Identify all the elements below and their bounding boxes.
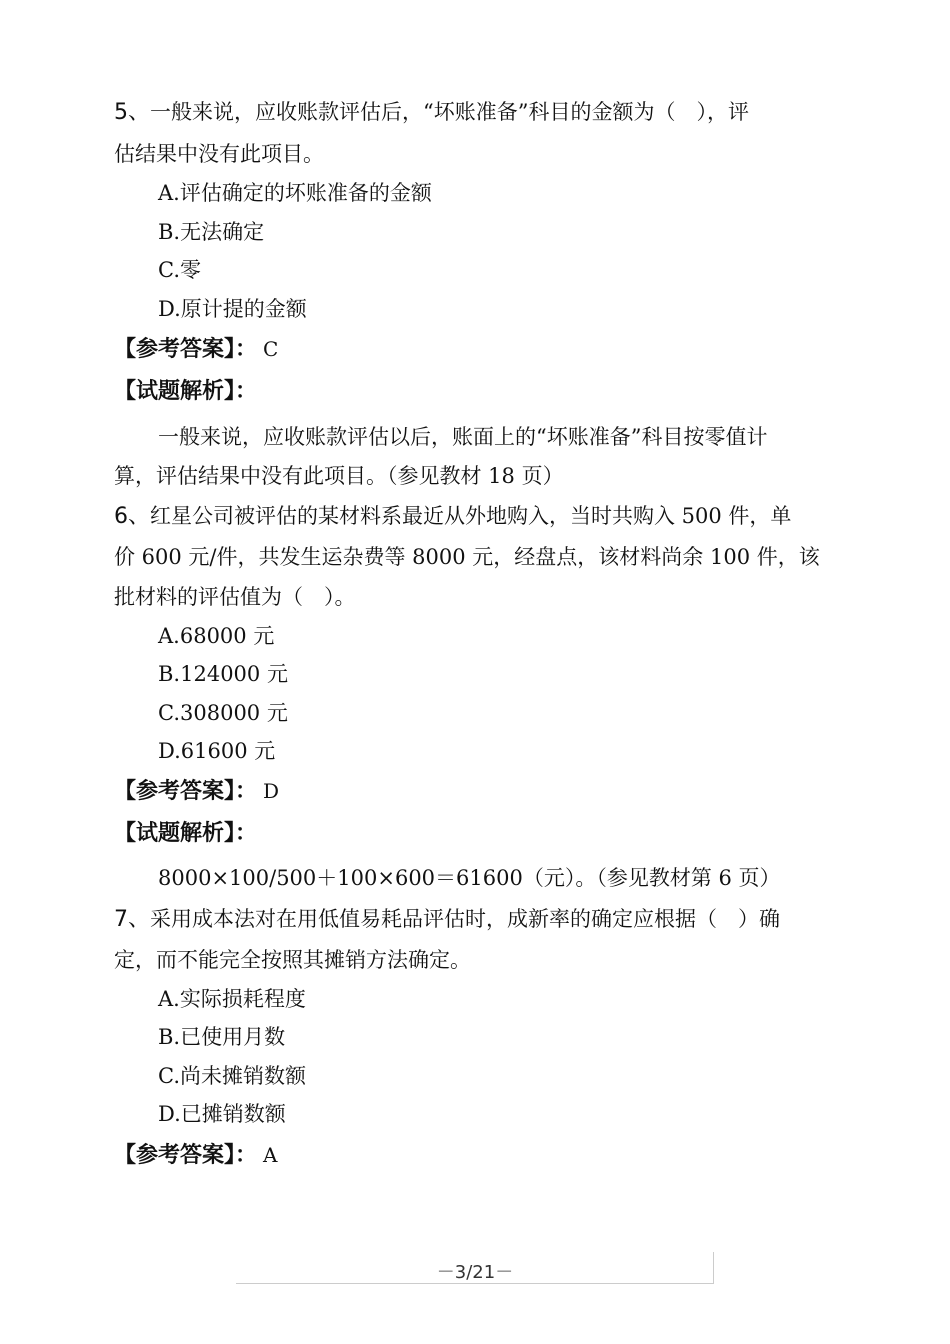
question-6-analysis-line-1: 8000×100/500＋100×600＝61600（元）。（参见教材第 6 页） (158, 866, 781, 890)
question-5-stem-line-1: 5、一般来说，应收账款评估后，“坏账准备”科目的金额为（ ），评 (114, 100, 749, 125)
question-5-option-b: B.无法确定 (158, 220, 265, 244)
question-7-option-d: D.已摊销数额 (158, 1102, 286, 1126)
question-7-number: 7、 (114, 907, 150, 932)
question-7-option-b: B.已使用月数 (158, 1025, 286, 1049)
question-7-option-c: C.尚未摊销数额 (158, 1064, 306, 1088)
question-6-option-b: B.124000 元 (158, 662, 288, 686)
answer-label: 【参考答案】： (114, 1143, 258, 1168)
question-7-stem-line-2: 定，而不能完全按照其摊销方法确定。 (114, 948, 471, 972)
question-7-option-a: A.实际损耗程度 (158, 987, 306, 1011)
question-5-option-d: D.原计提的金额 (158, 297, 307, 321)
question-5-answer (114, 335, 278, 364)
page-number: －3/21－ (436, 1262, 514, 1283)
question-6-analysis-label: 【试题解析】： (114, 821, 258, 846)
answer-value: D (263, 779, 280, 803)
question-5-number: 5、 (114, 100, 150, 125)
question-7-stem-line-1: 7、采用成本法对在用低值易耗品评估时，成新率的确定应根据（ ）确 (114, 907, 780, 932)
question-6-stem-line-3: 批材料的评估值为（ ）。 (114, 585, 356, 609)
question-5-option-c: C.零 (158, 258, 201, 282)
question-5-stem-line-2: 估结果中没有此项目。 (114, 142, 324, 166)
question-5-analysis-label: 【试题解析】： (114, 379, 258, 404)
question-6-option-c: C.308000 元 (158, 701, 288, 725)
question-5-analysis-line-2: 算，评估结果中没有此项目。（参见教材 18 页） (114, 464, 564, 488)
question-6-option-a: A.68000 元 (158, 624, 275, 648)
question-6-option-d: D.61600 元 (158, 739, 276, 763)
question-6-stem-line-2: 价 600 元/件，共发生运杂费等 8000 元，经盘点，该材料尚余 100 件，该 (114, 545, 820, 569)
question-5-option-a: A.评估确定的坏账准备的金额 (158, 181, 432, 205)
question-6-number: 6、 (114, 504, 150, 529)
question-5-analysis-line-1: 一般来说，应收账款评估以后，账面上的“坏账准备”科目按零值计 (158, 425, 768, 449)
question-6-answer (114, 777, 279, 806)
question-6-stem-line-1: 6、红星公司被评估的某材料系最近从外地购入，当时共购入 500 件，单 (114, 504, 792, 529)
answer-value: C (263, 337, 279, 361)
answer-value: A (263, 1143, 278, 1167)
answer-label: 【参考答案】： (114, 337, 258, 362)
question-7-answer (114, 1141, 277, 1170)
answer-label: 【参考答案】： (114, 779, 258, 804)
